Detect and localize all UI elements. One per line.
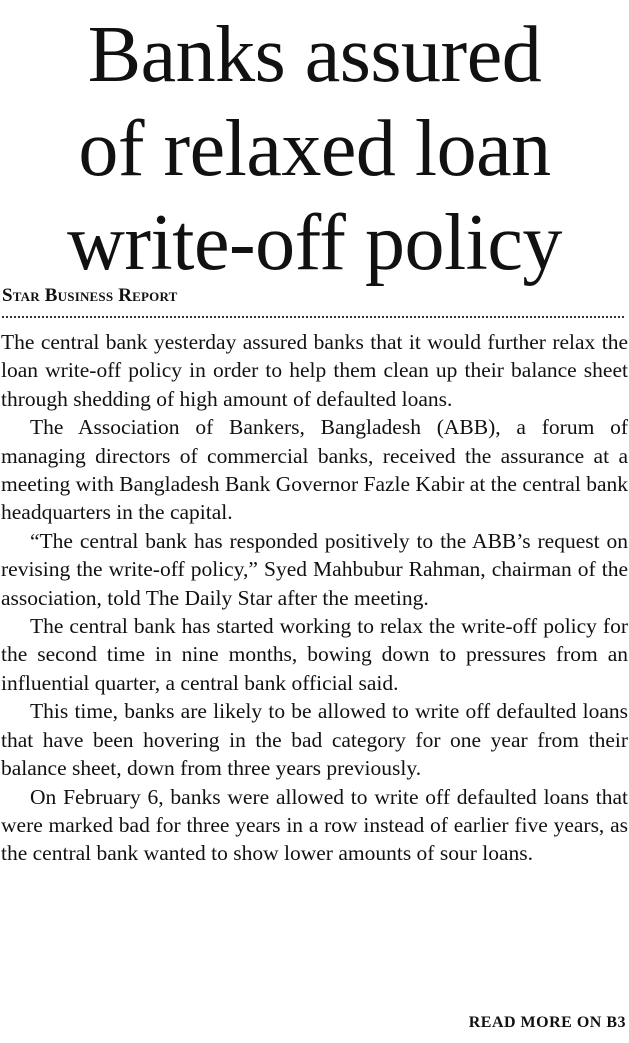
article-paragraph: “The central bank has responded positively to the ABB’s request on revising the write-off policy,” Syed Mahbubur Rahman, chairman of the association, told The Daily Star after the meeting. bbox=[1, 528, 628, 610]
headline-line: Banks assured bbox=[87, 11, 542, 99]
read-more-link[interactable]: READ MORE ON B3 bbox=[468, 1014, 626, 1031]
headline-line: of relaxed loan bbox=[78, 105, 551, 193]
article-paragraph: The Association of Bankers, Bangladesh (ABB), a forum of managing directors of commercial banks, received the assurance at a meeting with Bangladesh Bank Governor Fazle Kabir at the central bank headquarters in the capital. bbox=[1, 415, 628, 525]
article-body bbox=[1, 328, 628, 868]
article-paragraph: The central bank yesterday assured banks that it would further relax the loan write-off policy in order to help them clean up their balance sheet through shedding of high amount of defaulted loans. bbox=[1, 330, 628, 411]
article-paragraph: On February 6, banks were allowed to write off defaulted loans that were marked bad for three years in a row instead of earlier five years, as the central bank wanted to show lower amounts of sour loans. bbox=[1, 784, 628, 866]
byline: Star Business Report bbox=[2, 285, 178, 306]
dotted-divider bbox=[2, 316, 624, 318]
article-paragraph: The central bank has started working to relax the write-off policy for the second time in nine months, bowing down to pressures from an influential quarter, a central bank official said. bbox=[1, 614, 628, 695]
headline-line: write-off policy bbox=[67, 199, 562, 287]
article-paragraph: This time, banks are likely to be allowed to write off defaulted loans that have been hovering in the bad category for one year from their balance sheet, down from three years previously. bbox=[1, 699, 628, 781]
headline bbox=[0, 8, 629, 290]
